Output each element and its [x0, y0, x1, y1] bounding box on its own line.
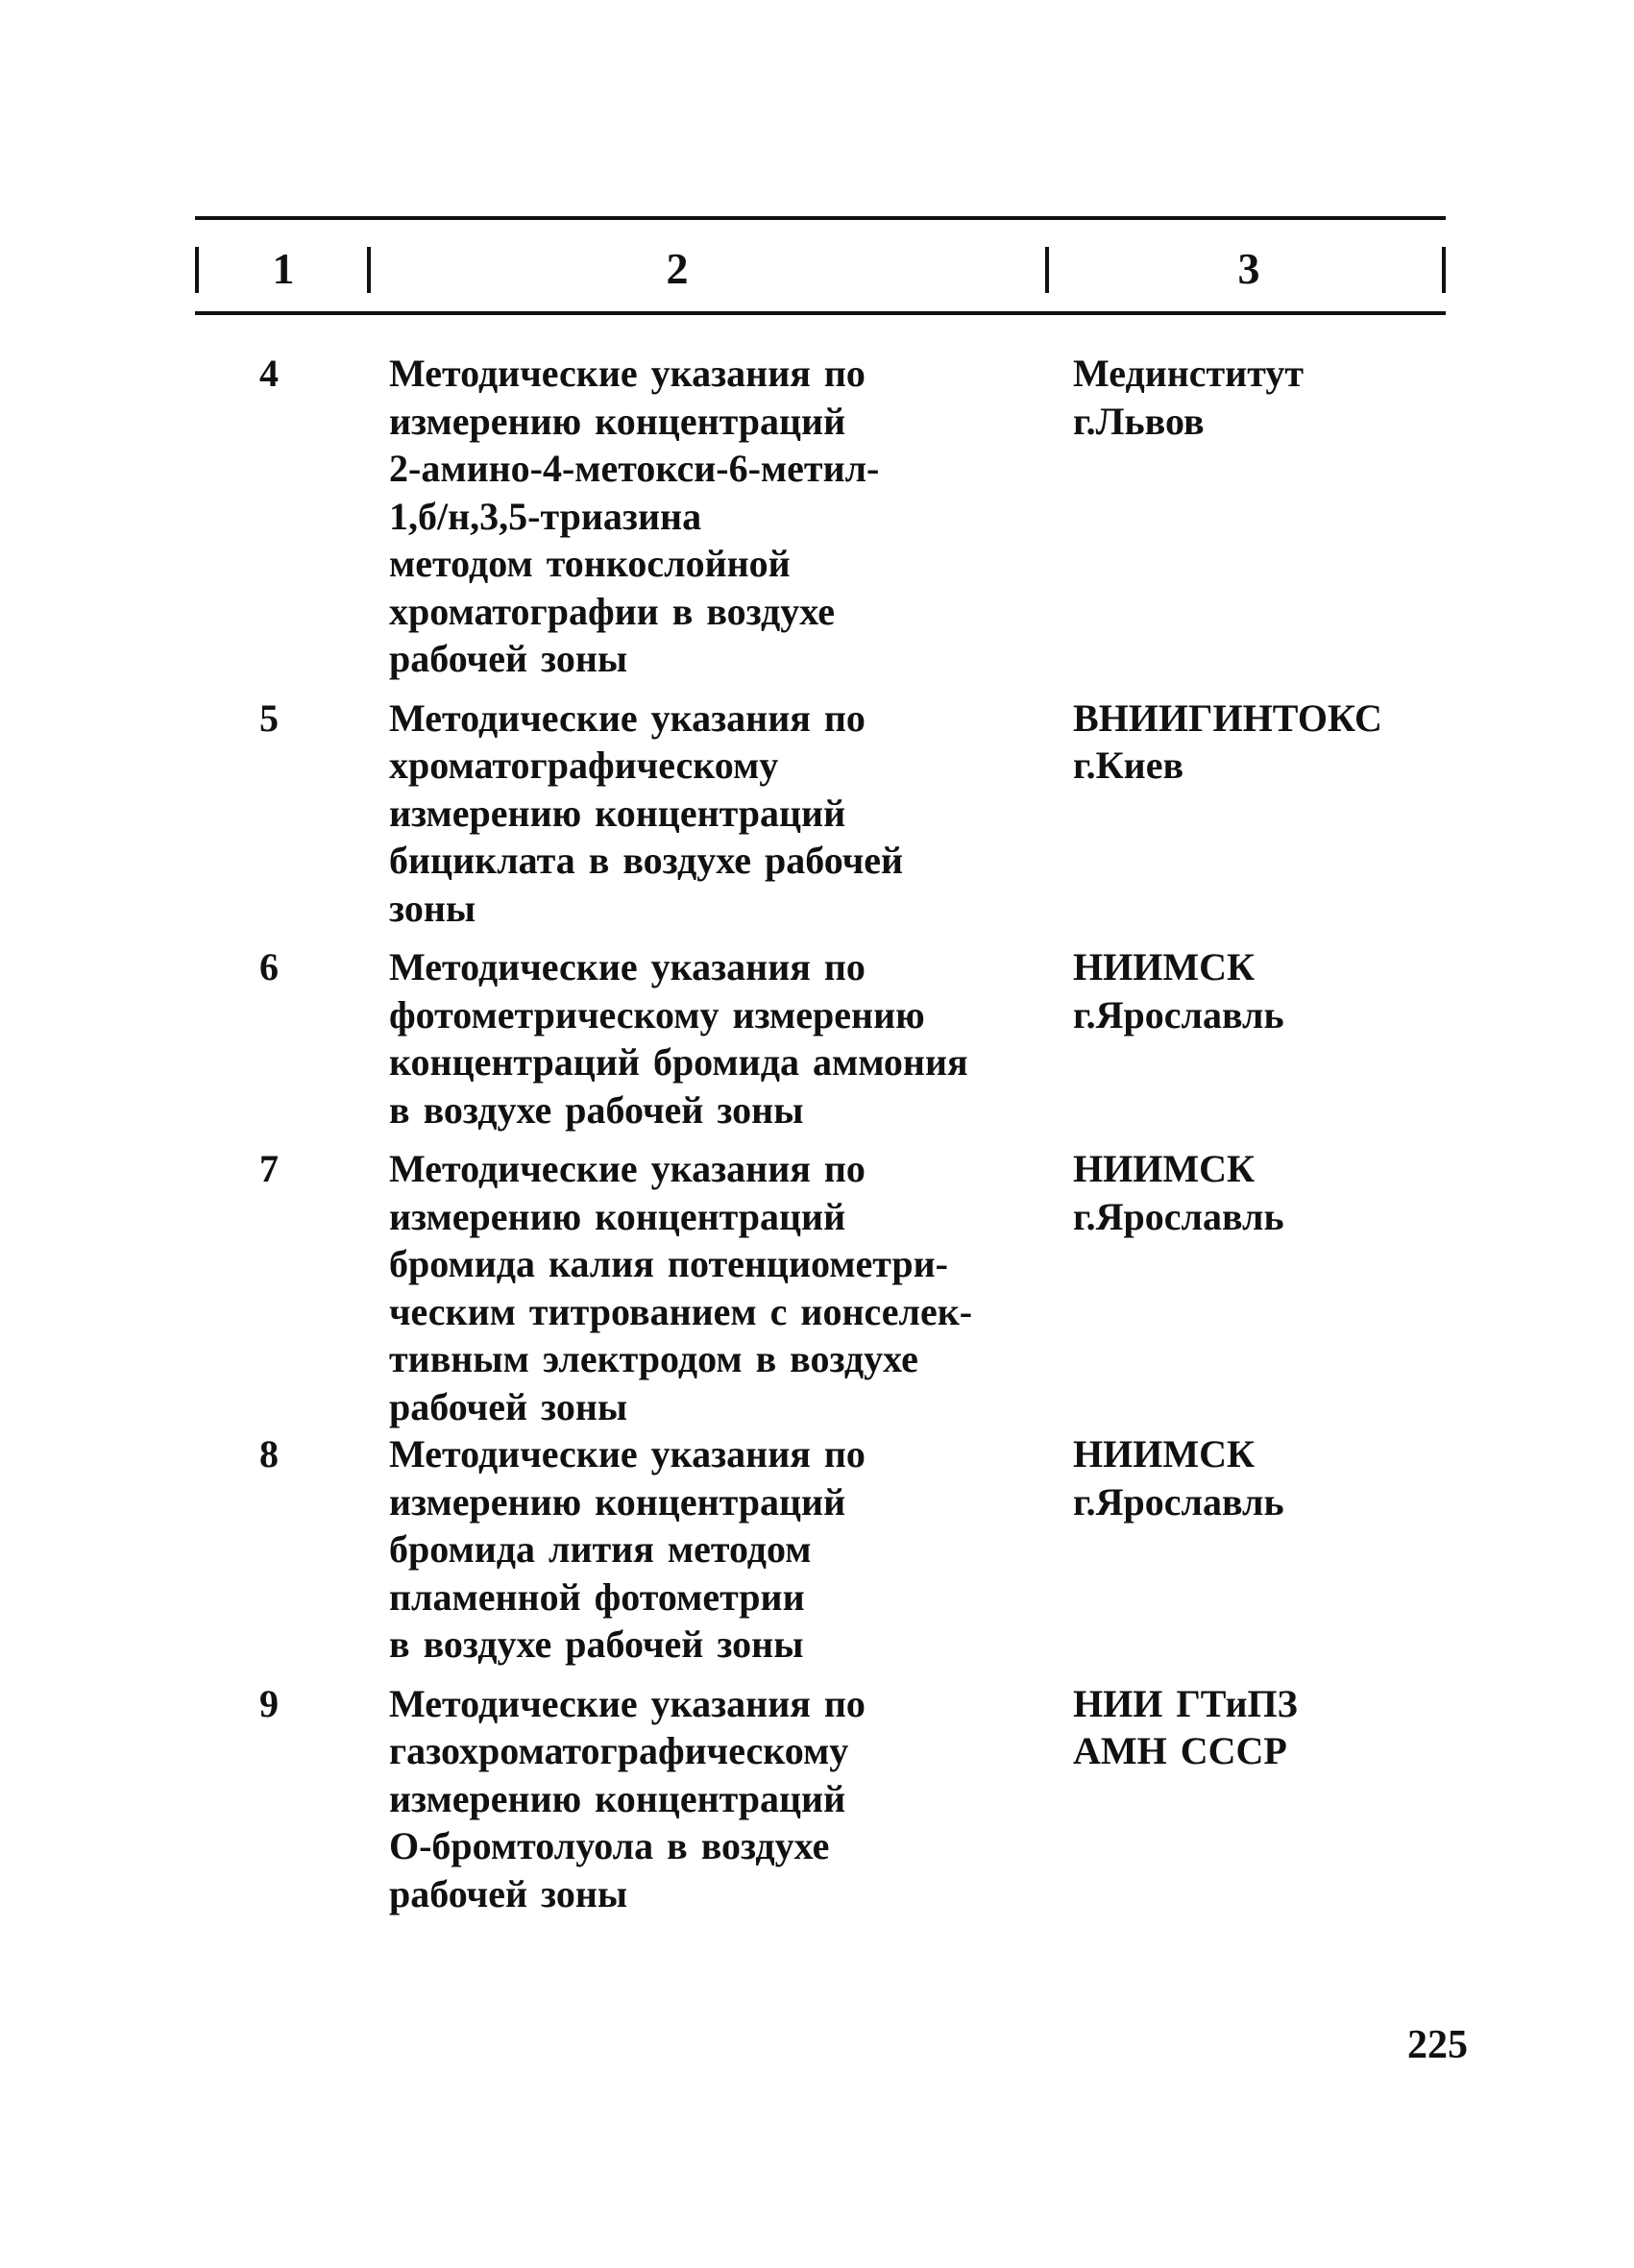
row-organization: НИИМСК г.Ярославль [1073, 1147, 1284, 1238]
table-body [0, 350, 1634, 1917]
header-separator-right [1442, 247, 1446, 293]
table-row [0, 1145, 1634, 1430]
row-number: 5 [259, 695, 279, 740]
row-title: Методические указания по измерению концентраций 2-амино-4-метокси-6-метил- 1,б/н,3,5-триазина методом тонкослойной хроматографии в воздухе рабочей зоны [389, 352, 880, 680]
header-separator-2-3 [1045, 247, 1049, 293]
row-organization: Мединститут г.Львов [1073, 352, 1304, 443]
table-row [0, 350, 1634, 683]
table-row [0, 943, 1634, 1134]
row-title: Методические указания по измерению концентраций бромида калия потенциометри- ческим титрованием с ионселек- тивным электродом в воздухе рабочей зоны [389, 1147, 973, 1428]
row-number: 4 [259, 352, 279, 395]
row-title: Методические указания по измерению концентраций бромида лития методом пламенной фотометрии в воздухе рабочей зоны [389, 1432, 866, 1666]
row-organization: НИИМСК г.Ярославль [1073, 945, 1284, 1036]
table-header-rule [195, 311, 1446, 315]
table-row [0, 1680, 1634, 1918]
table-row [0, 1430, 1634, 1669]
column-header-1: 1 [272, 244, 295, 293]
row-organization: ВНИИГИНТОКС г.Киев [1073, 695, 1382, 787]
table-top-rule [195, 216, 1446, 220]
header-separator-left [195, 247, 199, 293]
column-header-2: 2 [666, 244, 689, 293]
page-number: 225 [1407, 2023, 1468, 2067]
row-number: 8 [259, 1432, 279, 1475]
row-organization: НИИ ГТиПЗ АМН СССР [1073, 1681, 1298, 1772]
row-number: 9 [259, 1681, 279, 1725]
row-title: Методические указания по фотометрическому измерению концентраций бромида аммония в воздухе рабочей зоны [389, 945, 968, 1132]
row-number: 6 [259, 945, 279, 988]
table-row [0, 695, 1634, 933]
row-title: Методические указания по хроматографическому измерению концентраций бициклата в воздухе рабочей зоны [389, 695, 904, 930]
row-organization: НИИМСК г.Ярославль [1073, 1432, 1284, 1524]
row-title: Методические указания по газохроматографическому измерению концентраций О-бромтолуола в воздухе рабочей зоны [389, 1681, 866, 1915]
row-number: 7 [259, 1147, 279, 1190]
column-header-3: 3 [1237, 244, 1260, 293]
header-separator-1-2 [367, 247, 371, 293]
